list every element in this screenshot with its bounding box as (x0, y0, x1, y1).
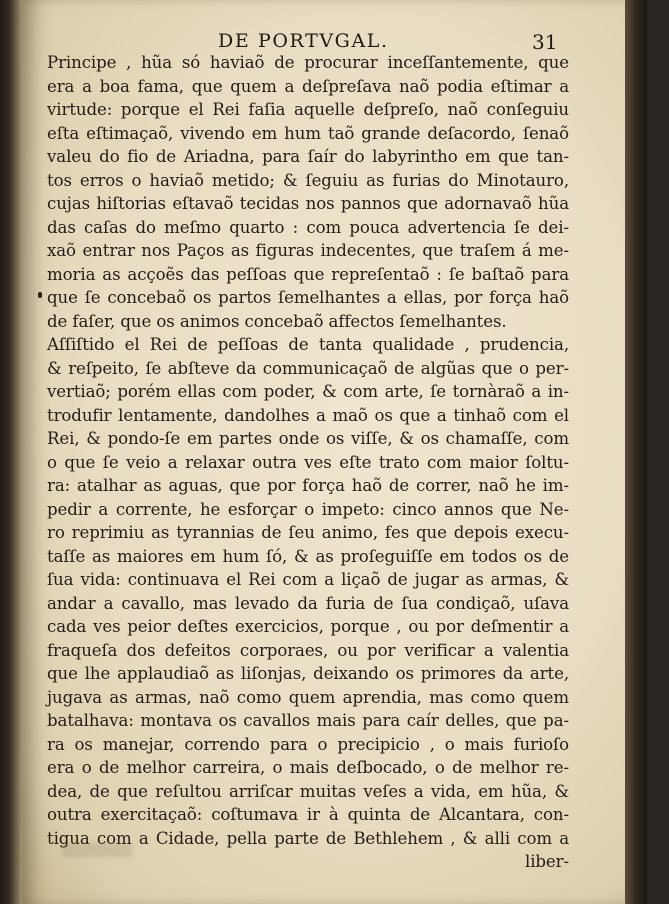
text-line: virtude: porque el Rei faſia aquelle deſpreſo, naõ conſeguiu (47, 100, 569, 119)
text-line: xaõ entrar nos Paços as figuras indecentes, que traſem á me- (47, 241, 569, 260)
text-line: valeu do fio de Ariadna, para ſaír do labyrintho em que tan- (47, 147, 569, 166)
text-line: tigua com a Cidade, pella parte de Bethlehem , & alli com a (47, 828, 569, 848)
text-line: pedir a corrente, he esforçar o impeto: cinco annos que Ne- (47, 499, 569, 519)
text-line: & reſpeito, ſe abſteve da communicaçaõ de algũas que o per- (47, 358, 569, 378)
text-line: Rei, & pondo-ſe em partes onde os viſſe, & os chamaſſe, com (47, 429, 569, 448)
running-title: DE PORTVGAL. (218, 30, 389, 52)
page-number: 31 (532, 30, 558, 54)
text-line: Aſſiſtido el Rei de peſſoas de tanta qualidade , prudencia, (47, 335, 569, 354)
text-line: ra os manejar, correndo para o precipicio , o mais furioſo (47, 734, 569, 754)
page-right-edge (625, 0, 647, 904)
text-line: de faſer, que os animos concebaõ affectos ſemelhantes. (47, 311, 507, 331)
text-line: ra: atalhar as aguas, que por força haõ de correr, naõ he im- (47, 476, 569, 495)
text-line: fraqueſa dos defeitos corporaes, ou por verificar a valentia (47, 640, 569, 660)
text-line: que ſe concebaõ os partos ſemelhantes a ellas, por força haõ (47, 288, 569, 307)
text-line: moria as acçoẽs das peſſoas que repreſentaõ : ſe baſtaõ para (47, 264, 569, 284)
text-line: era a boa fama, que quem a deſpreſava naõ podia eſtimar a (47, 76, 569, 96)
margin-ink-mark (38, 292, 42, 298)
text-line: ſua vida: continuava el Rei com a liçaõ de jugar as armas, & (47, 570, 569, 589)
text-line: eſta eſtimaçaõ, vivendo em hum taõ grande deſacordo, ſenaõ (47, 123, 569, 143)
text-line: vertiaõ; porém ellas com poder, & com arte, ſe tornàraõ a in- (47, 382, 569, 401)
text-line: era o de melhor carreira, o mais deſbocado, o de melhor re- (47, 758, 569, 777)
text-line: ro reprimiu as tyrannias de ſeu animo, fes que depois execu- (47, 523, 569, 542)
text-line: que lhe applaudiaõ as liſonjas, deixando os primores da arte, (47, 664, 569, 683)
book-page (22, 0, 647, 904)
text-line: taſſe as maiores em hum ſó, & as proſeguiſſe em todos os de (47, 546, 569, 566)
text-line: outra exercitaçaõ: coſtumava ir à quinta de Alcantara, con- (47, 805, 569, 824)
text-line: andar a cavallo, mas levado da furia de ſua condiçaõ, uſava (47, 593, 569, 613)
text-line: Principe , hũa só haviaõ de procurar inceſſantemente, que (47, 53, 569, 72)
text-line: jugava as armas, naõ como quem aprendia, mas como quem (47, 687, 569, 707)
catchword: liber- (525, 852, 569, 871)
text-line: trodufir lentamente, dandolhes a maõ os que a tinhaõ com el (47, 405, 569, 425)
body-text (47, 51, 569, 874)
text-line: batalhava: montava os cavallos mais para caír delles, que pa- (47, 711, 569, 730)
text-line: dea, de que reſultou arriſcar muitas veſes a vida, em hũa, & (47, 781, 569, 801)
text-line: cada ves peior deſtes exercicios, porque , ou por deſmentir a (47, 617, 569, 636)
text-line: das caſas do meſmo quarto : com pouca advertencia ſe dei- (47, 217, 569, 237)
text-line: o que ſe veio a relaxar outra ves eſte trato com maior ſoltu- (47, 452, 569, 472)
text-line: tos erros o haviaõ metido; & ſeguiu as furias do Minotauro, (47, 170, 569, 190)
text-line: cujas hiſtorias eſtavaõ tecidas nos pannos que adornavaõ hũa (47, 194, 569, 213)
